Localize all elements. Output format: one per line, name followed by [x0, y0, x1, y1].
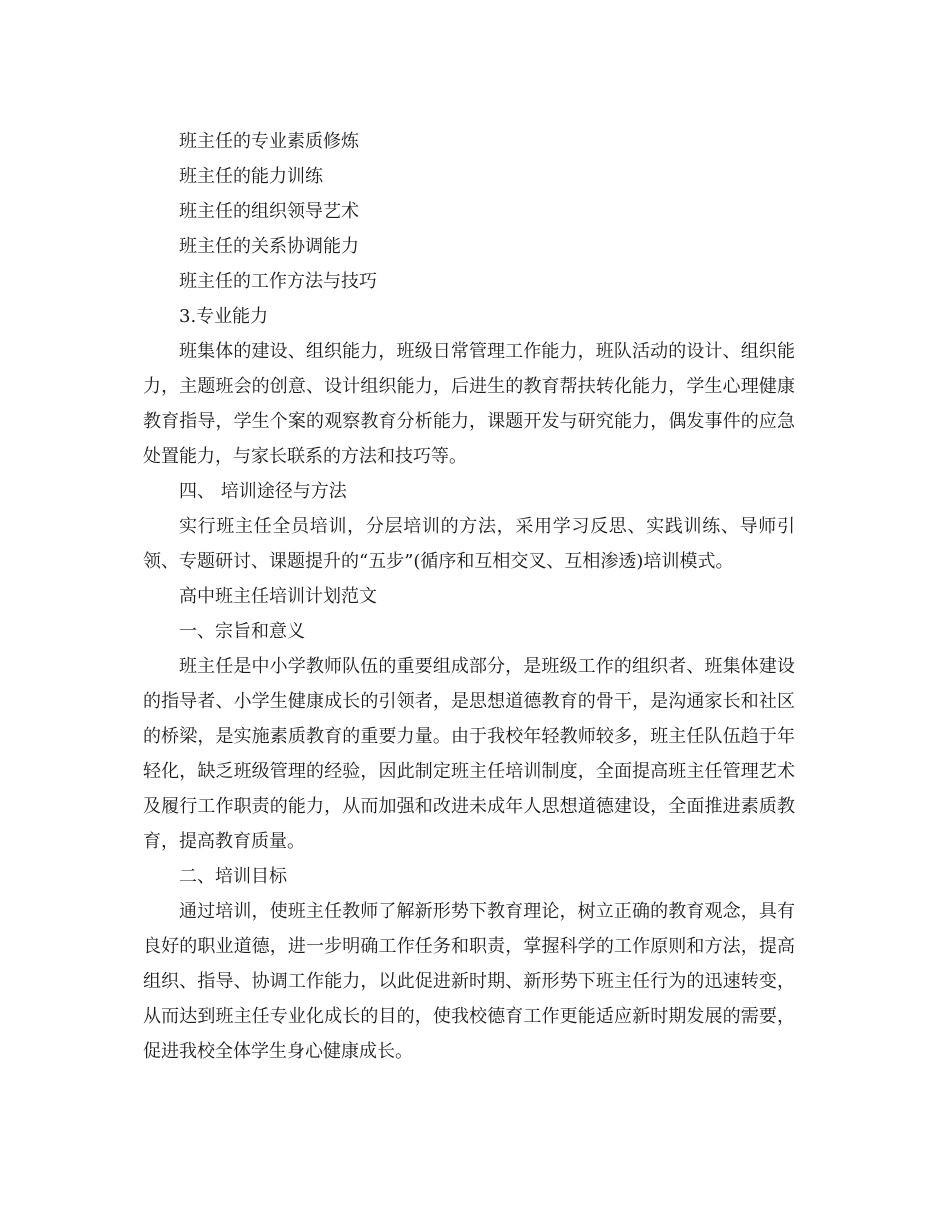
paragraph: 班主任的能力训练 [179, 166, 323, 187]
document-body [143, 124, 795, 1069]
paragraph: 班主任的关系协调能力 [179, 236, 359, 257]
paragraph: 实行班主任全员培训，分层培训的方法，采用学习反思、实践训练、导师引领、专题研讨、课题提升的“五步”(循序和互相交叉、互相渗透)培训模式。 [143, 516, 795, 572]
paragraph: 班主任的组织领导艺术 [179, 201, 359, 222]
section-heading: 二、培训目标 [179, 866, 287, 887]
section-heading: 一、宗旨和意义 [179, 621, 305, 642]
paragraph: 班主任的工作方法与技巧 [179, 271, 377, 292]
paragraph: 通过培训，使班主任教师了解新形势下教育理论，树立正确的教育观念，具有良好的职业道德，进一步明确工作任务和职责，掌握科学的工作原则和方法，提高组织、指导、协调工作能力，以此促进新时期、新形势下班主任行为的迅速转变，从而达到班主任专业化成长的目的，使我校德育工作更能适应新时期发展的需要，促进我校全体学生身心健康成长。 [143, 901, 795, 1062]
paragraph: 班主任的专业素质修炼 [179, 131, 359, 152]
document-title: 高中班主任培训计划范文 [179, 586, 377, 607]
paragraph: 班主任是中小学教师队伍的重要组成部分，是班级工作的组织者、班集体建设的指导者、小学生健康成长的引领者，是思想道德教育的骨干，是沟通家长和社区的桥梁，是实施素质教育的重要力量。由于我校年轻教师较多，班主任队伍趋于年轻化，缺乏班级管理的经验，因此制定班主任培训制度，全面提高班主任管理艺术及履行工作职责的能力，从而加强和改进未成年人思想道德建设，全面推进素质教育，提高教育质量。 [143, 656, 795, 852]
paragraph: 班集体的建设、组织能力，班级日常管理工作能力，班队活动的设计、组织能力，主题班会的创意、设计组织能力，后进生的教育帮扶转化能力，学生心理健康教育指导，学生个案的观察教育分析能力，课题开发与研究能力，偶发事件的应急处置能力，与家长联系的方法和技巧等。 [143, 341, 795, 467]
section-heading: 四、 培训途径与方法 [179, 481, 347, 502]
section-heading: 3.专业能力 [179, 306, 269, 327]
